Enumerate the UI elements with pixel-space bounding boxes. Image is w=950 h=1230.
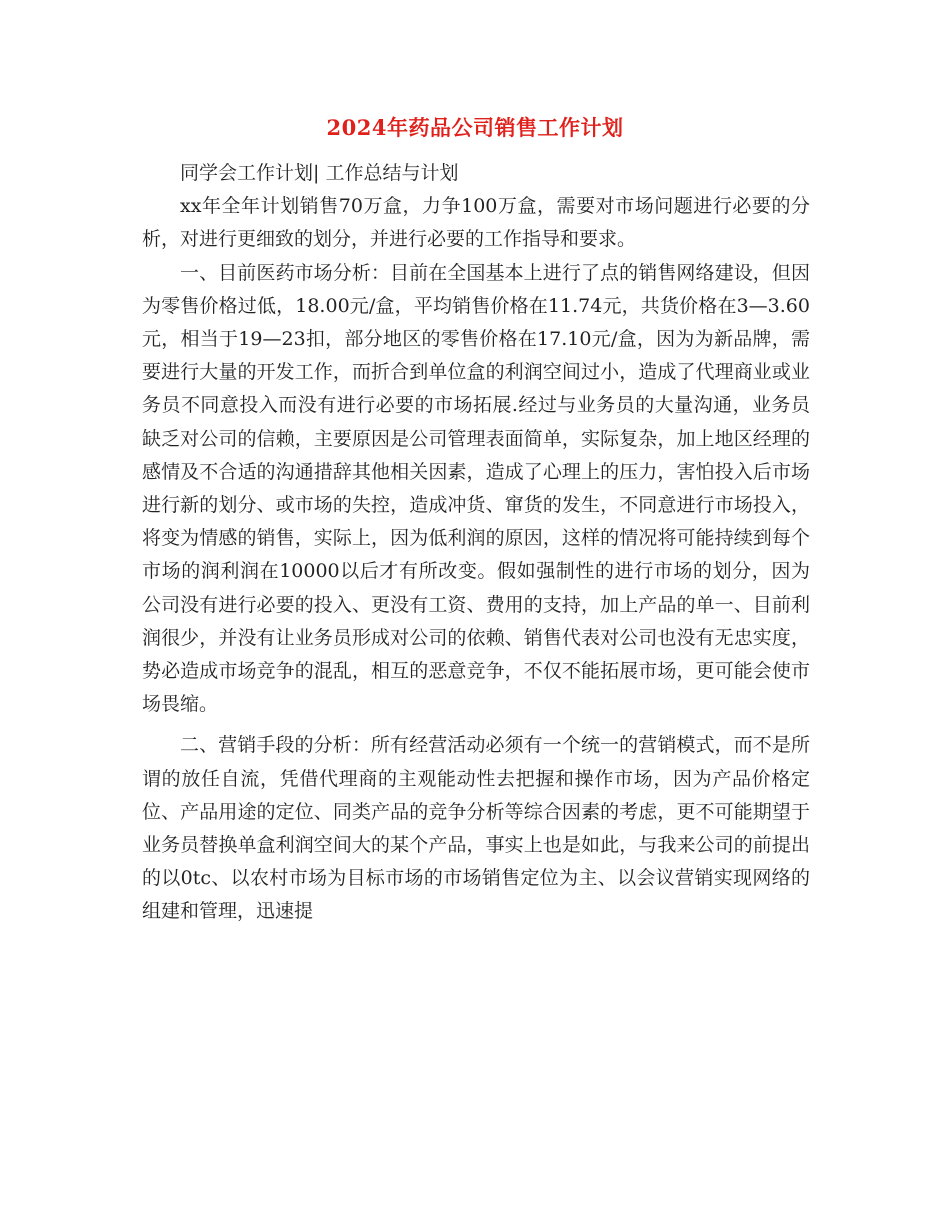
- paragraph-market-analysis: 一、目前医药市场分析：目前在全国基本上进行了点的销售网络建设，但因为零售价格过低，18.00元/盒，平均销售价格在11.74元，共货价格在3—3.60元，相当于19—23扣，部分地区的零售价格在17.10元/盒，因为为新品牌，需要进行大量的开发工作，而折合到单位盒的利润空间过小，造成了代理商业或业务员不同意投入而没有进行必要的市场拓展.经过与业务员的大量沟通，业务员缺乏对公司的信赖，主要原因是公司管理表面简单，实际复杂，加上地区经理的感情及不合适的沟通措辞其他相关因素，造成了心理上的压力，害怕投入后市场进行新的划分、或市场的失控，造成冲货、窜货的发生，不同意进行市场投入，将变为情感的销售，实际上，因为低利润的原因，这样的情况将可能持续到每个市场的润利润在10000以后才有所改变。假如强制性的进行市场的划分，因为公司没有进行必要的投入、更没有工资、费用的支持，加上产品的单一、目前利润很少，并没有让业务员形成对公司的依赖、销售代表对公司也没有无忠实度，势必造成市场竞争的混乱，相互的恶意竞争，不仅不能拓展市场，更可能会使市场畏缩。: [142, 261, 810, 716]
- category-line: 同学会工作计划| 工作总结与计划: [180, 162, 459, 184]
- document-body: [142, 157, 810, 929]
- paragraph-intro: xx年全年计划销售70万盒，力争100万盒，需要对市场问题进行必要的分析，对进行更细致的划分，并进行必要的工作指导和要求。: [142, 195, 810, 251]
- paragraph-marketing-analysis: 二、营销手段的分析：所有经营活动必须有一个统一的营销模式，而不是所谓的放任自流，凭借代理商的主观能动性去把握和操作市场，因为产品价格定位、产品用途的定位、同类产品的竞争分析等综合因素的考虑，更不可能期望于业务员替换单盒利润空间大的某个产品，事实上也是如此，与我来公司的前提出的以0tc、以农村市场为目标市场的市场销售定位为主、以会议营销实现网络的组建和管理，迅速提: [142, 734, 810, 923]
- document-title: 2024年药品公司销售工作计划: [326, 115, 624, 140]
